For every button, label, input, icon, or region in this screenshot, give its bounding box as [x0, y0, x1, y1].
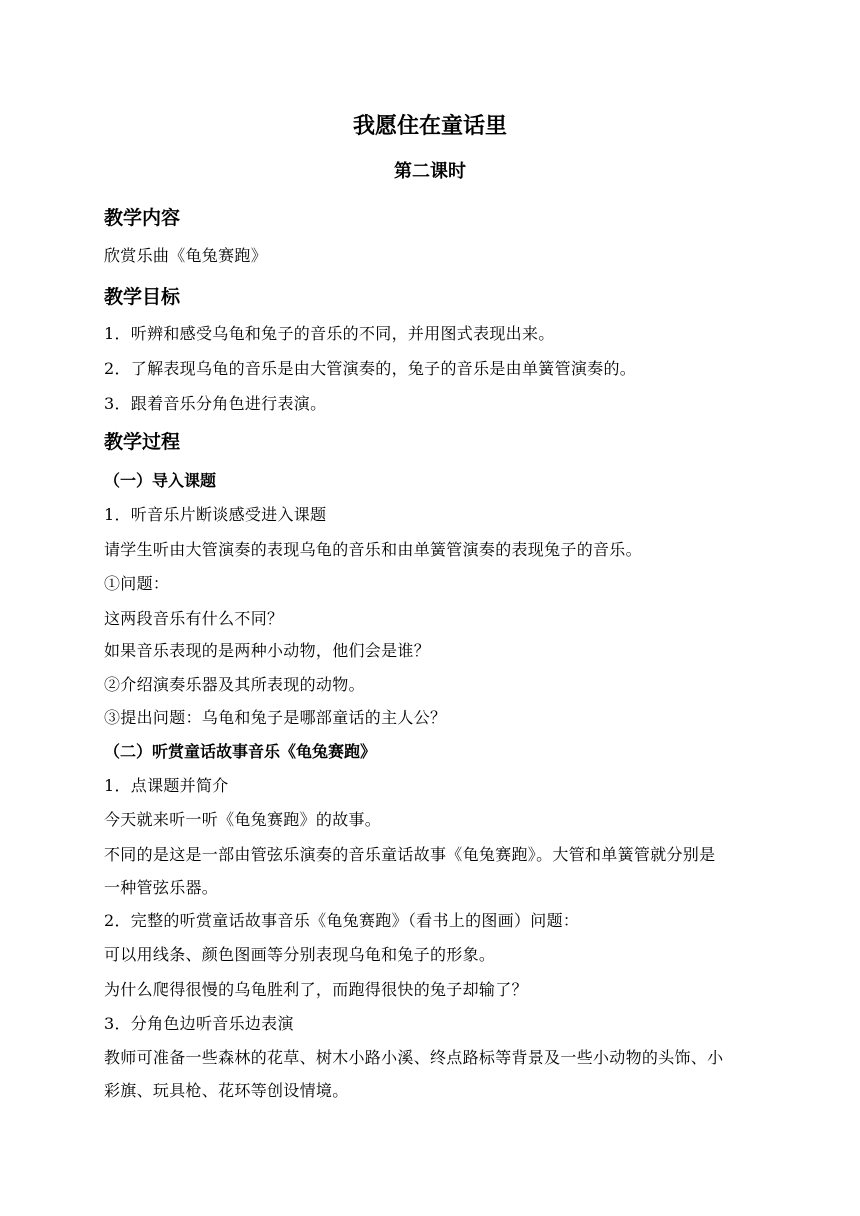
part2-line: 可以用线条、颜色图画等分别表现乌龟和兔子的形象。 — [104, 945, 496, 964]
part1-line: 请学生听由大管演奏的表现乌龟的音乐和由单簧管演奏的表现兔子的音乐。 — [104, 540, 642, 559]
part1-line: 这两段音乐有什么不同？ — [104, 609, 284, 628]
part2-line: 教师可准备一些森林的花草、树木小路小溪、终点路标等背景及一些小动物的头饰、小 — [104, 1048, 724, 1067]
section-heading-content: 教学内容 — [104, 207, 181, 229]
part2-line: 今天就来听一听《龟兔赛跑》的故事。 — [104, 810, 382, 829]
part2-line: 一种管弦乐器。 — [104, 878, 219, 897]
part1-line: ③提出问题：乌龟和兔子是哪部童话的主人公？ — [104, 708, 447, 727]
part2-line: 为什么爬得很慢的乌龟胜利了，而跑得很快的兔子却输了？ — [104, 980, 528, 999]
section-heading-goals: 教学目标 — [104, 286, 181, 308]
part2-line: 3．分角色边听音乐边表演 — [104, 1014, 294, 1033]
section-heading-process: 教学过程 — [104, 431, 181, 453]
part2-heading: （二）听赏童话故事音乐《龟兔赛跑》 — [104, 742, 377, 761]
part2-line: 1．点课题并简介 — [104, 776, 229, 795]
part1-line: 1．听音乐片断谈感受进入课题 — [104, 505, 327, 524]
part2-line: 彩旗、玩具枪、花环等创设情境。 — [104, 1081, 349, 1100]
goal-line: 3．跟着音乐分角色进行表演。 — [104, 394, 327, 413]
part2-line: 2．完整的听赏童话故事音乐《龟兔赛跑》（看书上的图画）问题： — [104, 911, 580, 930]
goal-line: 2．了解表现乌龟的音乐是由大管演奏的，兔子的音乐是由单簧管演奏的。 — [104, 359, 637, 378]
part1-line: 如果音乐表现的是两种小动物，他们会是谁？ — [104, 641, 431, 660]
document-title: 我愿住在童话里 — [352, 114, 507, 139]
content-line: 欣赏乐曲《龟兔赛跑》 — [104, 246, 268, 265]
part2-line: 不同的是这是一部由管弦乐演奏的音乐童话故事《龟兔赛跑》。大管和单簧管就分别是 — [104, 845, 716, 864]
part1-line: ②介绍演奏乐器及其所表现的动物。 — [104, 675, 365, 694]
document-subtitle: 第二课时 — [394, 161, 466, 182]
part1-heading: （一）导入课题 — [104, 471, 217, 490]
part1-line: ①问题： — [104, 574, 170, 593]
goal-line: 1．听辨和感受乌龟和兔子的音乐的不同，并用图式表现出来。 — [104, 324, 555, 343]
